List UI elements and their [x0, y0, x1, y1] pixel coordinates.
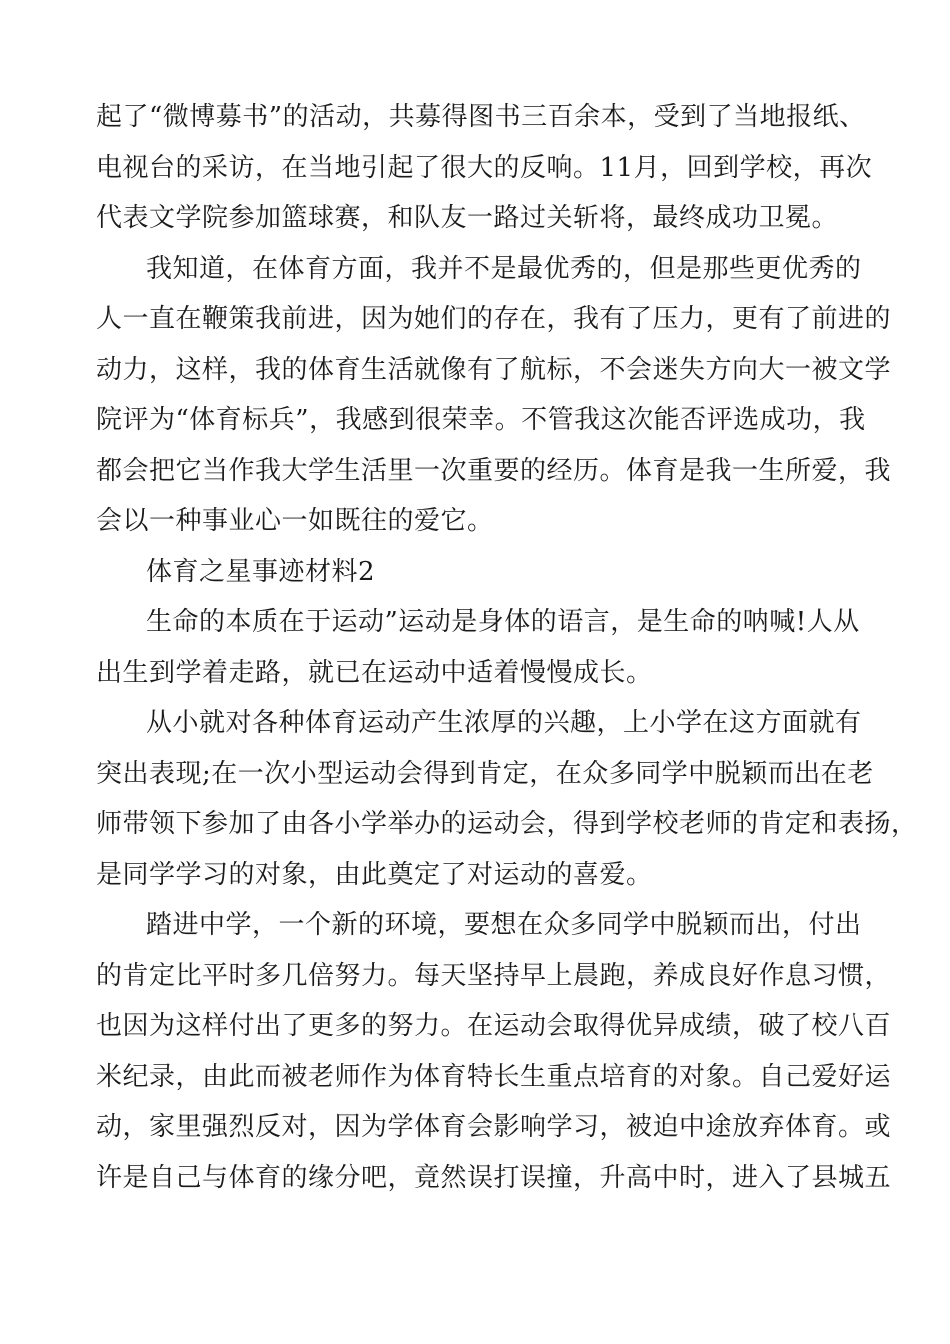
text-line: 电视台的采访，在当地引起了很大的反响。11月，回到学校，再次: [96, 153, 873, 183]
text-line: 都会把它当作我大学生活里一次重要的经历。体育是我一生所爱，我: [96, 456, 892, 486]
text-line: 的肯定比平时多几倍努力。每天坚持早上晨跑，养成良好作息习惯，: [96, 961, 892, 991]
text-line: 会以一种事业心一如既往的爱它。: [96, 506, 494, 536]
text-line: 代表文学院参加篮球赛，和队友一路过关斩将，最终成功卫冕。: [96, 203, 839, 233]
text-line: 起了“微博募书”的活动，共募得图书三百余本，受到了当地报纸、: [96, 102, 866, 132]
text-line: 踏进中学，一个新的环境，要想在众多同学中脱颖而出，付出: [146, 910, 862, 940]
text-line: 动力，这样，我的体育生活就像有了航标，不会迷失方向大一被文学: [96, 355, 892, 385]
text-line: 米纪录，由此而被老师作为体育特长生重点培育的对象。自己爱好运: [96, 1062, 892, 1092]
section-heading: 体育之星事迹材料2: [146, 557, 376, 587]
text-line: 动，家里强烈反对，因为学体育会影响学习，被迫中途放弃体育。或: [96, 1112, 892, 1142]
text-line: 从小就对各种体育运动产生浓厚的兴趣，上小学在这方面就有: [146, 708, 862, 738]
text-line: 院评为“体育标兵”，我感到很荣幸。不管我这次能否评选成功，我: [96, 405, 866, 435]
text-line: 人一直在鞭策我前进，因为她们的存在，我有了压力，更有了前进的: [96, 304, 892, 334]
text-line: 突出表现;在一次小型运动会得到肯定，在众多同学中脱颖而出在老: [96, 759, 874, 789]
text-line: 生命的本质在于运动”运动是身体的语言，是生命的呐喊!人从: [146, 607, 860, 637]
text-line: 也因为这样付出了更多的努力。在运动会取得优异成绩，破了校八百: [96, 1011, 892, 1041]
text-line: 师带领下参加了由各小学举办的运动会，得到学校老师的肯定和表扬，: [96, 809, 918, 839]
text-line: 出生到学着走路，就已在运动中适着慢慢成长。: [96, 658, 653, 688]
text-line: 许是自己与体育的缘分吧，竟然误打误撞，升高中时，进入了县城五: [96, 1163, 892, 1193]
text-line: 我知道，在体育方面，我并不是最优秀的，但是那些更优秀的: [146, 254, 862, 284]
text-line: 是同学学习的对象，由此奠定了对运动的喜爱。: [96, 860, 653, 890]
